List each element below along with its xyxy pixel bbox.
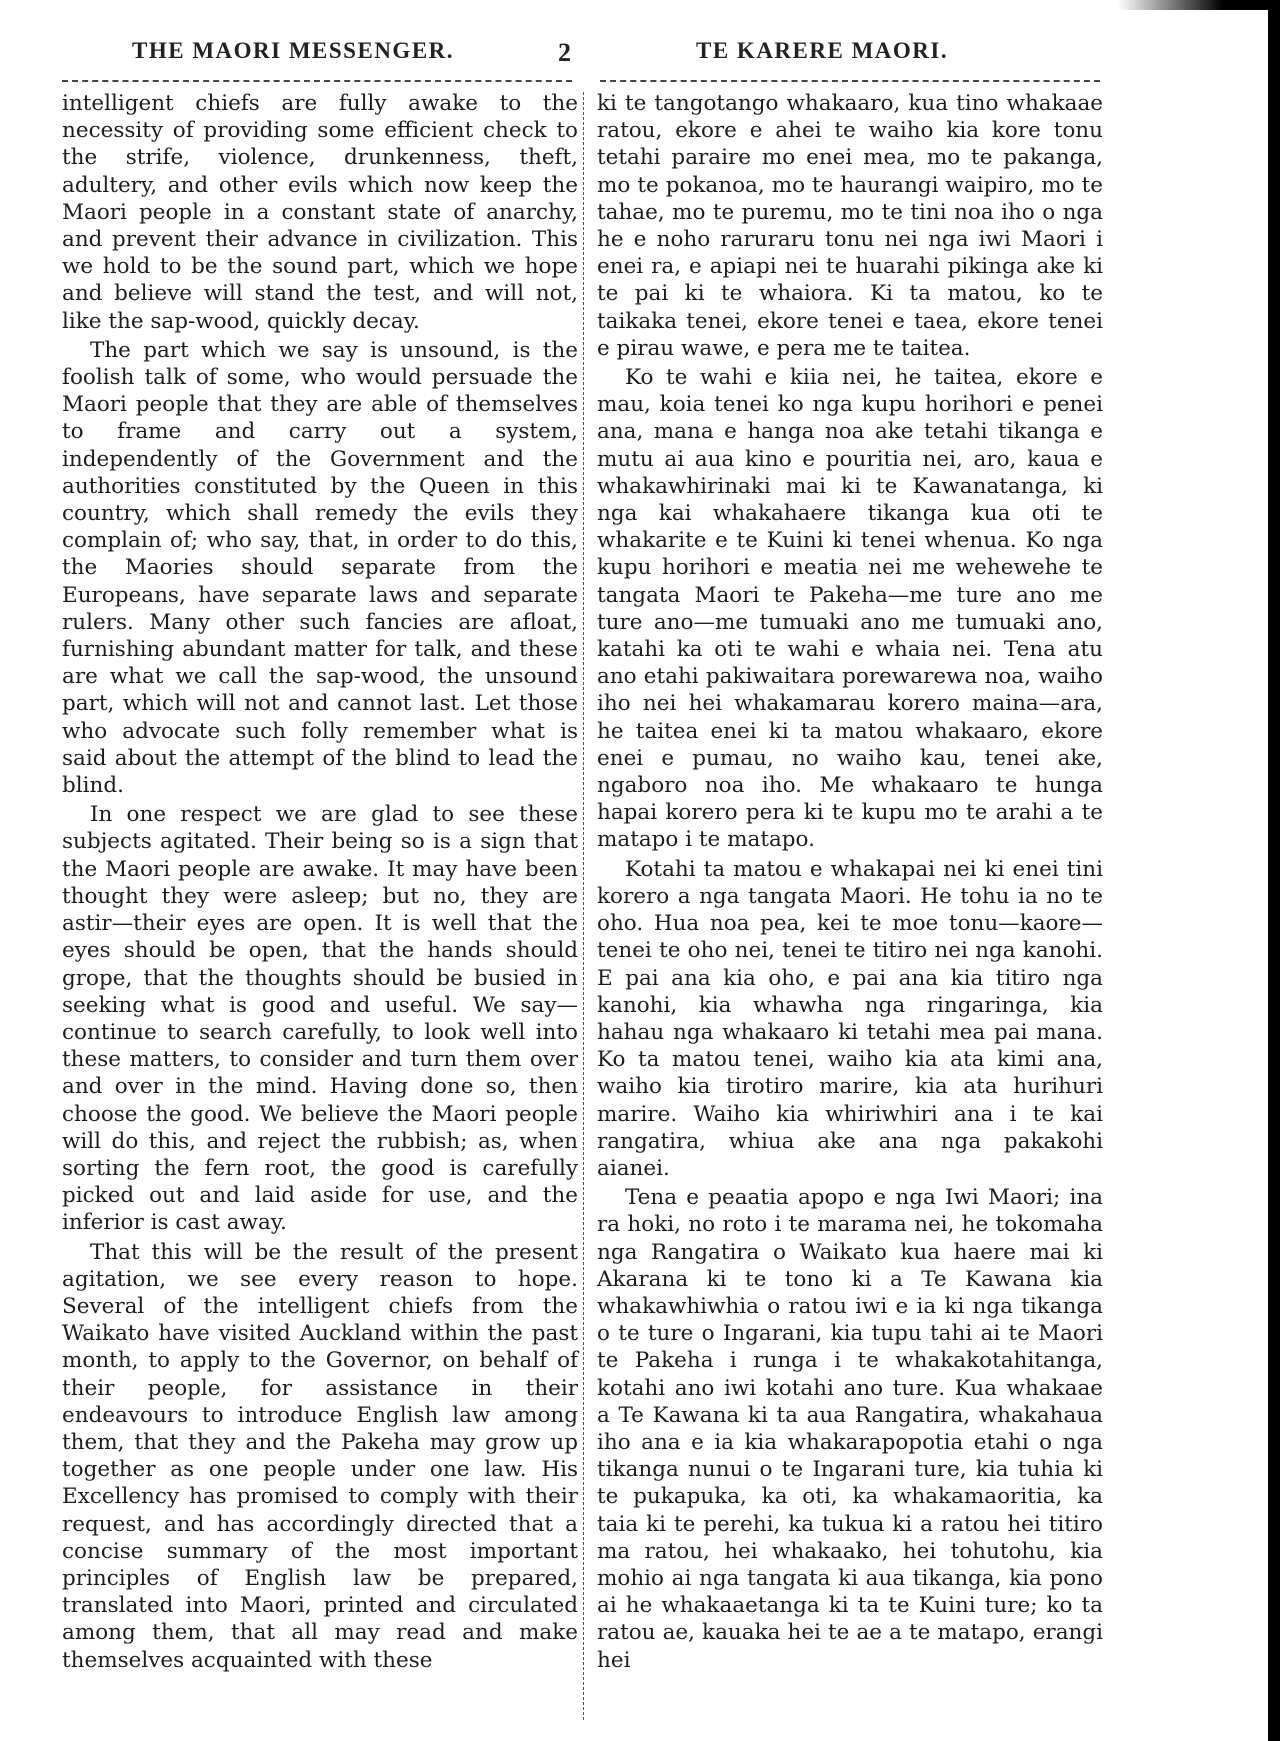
maori-paragraph-4: Tena e peaatia apopo e nga Iwi Maori; ina ra hoki, no roto i te marama nei, he tokomaha nga Rangatira o Waikato kua haere mai ki Akarana ki te tono ki a Te Kawana kia whakawhiwhia o ratou iwi e ia ki nga tikanga o te ture o Ingarani, kia tupu tahi ai te Maori te Pakeha i runga i te whakakotahitanga, kotahi ano iwi kotahi ano ture. Kua whakaae a Te Kawana ki ta aua Rangatira, whakahaua iho ana e ia kia whakarapopotia etahi o nga tikanga nunui o te Ingarani ture, kia tuhia ki te pukapuka, ka oti, ka whakamaoritia, ka taia ki te perehi, ka tukua ki a ratou hei titiro ma ratou, hei whakaako, hei tohutohu, kia mohio ai nga tangata ki aua tikanga, kia pono ai he whakaaetanga ki ta te Kuini ture; ko ta ratou ae, kauaka hei te ae a te matapo, erangi hei [597, 1185, 1103, 1673]
header-rule-right [600, 80, 1100, 82]
maori-column [597, 90, 1103, 1676]
english-paragraph-3: In one respect we are glad to see these subjects agitated. Their being so is a sign that the Maori people are awake. It may have been thought they were asleep; but no, they are astir—their eyes are open. It is well that the eyes should be open, that the hands should grope, that the thoughts should be busied in seeking what is good and useful. We say—continue to search carefully, to look well into these matters, to consider and turn them over and over in the mind. Having done so, then choose the good. We believe the Maori people will do this, and reject the rubbish; as, when sorting the fern root, the good is carefully picked out and laid aside for use, and the inferior is cast away. [62, 802, 578, 1236]
english-paragraph-1: intelligent chiefs are fully awake to the necessity of providing some efficient check to the strife, violence, drunkenness, theft, adultery, and other evils which now keep the Maori people in a constant state of anarchy, and prevent their advance in civilization. This we hold to be the sound part, which we hope and believe will stand the test, and will not, like the sap-wood, quickly decay. [62, 91, 578, 334]
maori-paragraph-2: Ko te wahi e kiia nei, he taitea, ekore e mau, koia tenei ko nga kupu horihori e penei ana, mana e hanga noa ake tetahi tikanga e mutu ai aua kino e pouritia nei, aro, kaua e whakawhirinaki mai ki te Kawanatanga, ki nga kai whakahaere tikanga kua oti te whakarite e te Kuini ki tenei whenua. Ko nga kupu horihori e meatia nei me wehewehe te tangata Maori te Pakeha—me ture ano me ture ano—me tumuaki ano me tumuaki ano, katahi ka oti te wahi e whaia nei. Tena atu ano etahi pakiwaitara porewarewa noa, waiho iho nei hei whakamarau korero maina—ara, he taitea enei ki ta matou whakaaro, ekore enei e pumau, no waiho kau, tenei ake, ngaboro noa iho. Me whakaaro te hunga hapai korero pera ki te kupu mo te arahi a te matapo i te matapo. [597, 365, 1103, 853]
page-number: 2 [558, 38, 573, 67]
maori-paragraph-1: ki te tangotango whakaaro, kua tino whakaae ratou, ekore e ahei te waiho kia kore tonu tetahi paraire mo enei mea, mo te pakanga, mo te pokanoa, mo te haurangi waipiro, mo te tahae, mo te puremu, mo te tini noa iho o nga he e noho raruraru tonu nei nga iwi Maori i enei ra, e apiapi nei te huarahi pikinga ake ki te pai ki te whaiora. Ki ta matou, ko te taikaka tenei, ekore tenei e taea, ekore tenei e pirau wawe, e pera me te taitea. [597, 91, 1103, 361]
english-paragraph-4: That this will be the result of the present agitation, we see every reason to hope. Several of the intelligent chiefs from the Waikato have visited Auckland within the past month, to apply to the Governor, on behalf of their people, for assistance in their endeavours to introduce English law among them, that they and the Pakeha may grow up together as one people under one law. His Excellency has promised to comply with their request, and has accordingly directed that a concise summary of the most important principles of English law be prepared, translated into Maori, printed and circulated among them, that all may read and make themselves acquainted with these [62, 1239, 578, 1673]
scan-edge-border [1268, 0, 1280, 1741]
column-divider [583, 92, 584, 1720]
english-paragraph-2: The part which we say is unsound, is the foolish talk of some, who would persuade the Maori people that they are able of themselves to frame and carry out a system, independently of the Government and the authorities constituted by the Queen in this country, which shall remedy the evils they complain of; who say, that, in order to do this, the Maories should separate from the Europeans, have separate laws and separate rulers. Many other such fancies are afloat, furnishing abundant matter for talk, and these are what we call the sap-wood, the unsound part, which will not and cannot last. Let those who advocate such folly remember what is said about the attempt of the blind to lead the blind. [62, 337, 578, 799]
maori-masthead-title: TE KARERE MAORI. [696, 38, 949, 63]
page-header [60, 38, 1190, 72]
header-rule-left [62, 80, 572, 82]
english-column [62, 90, 578, 1676]
english-masthead-title: THE MAORI MESSENGER. [132, 38, 455, 63]
scan-edge-shadow [1118, 0, 1268, 10]
maori-paragraph-3: Kotahi ta matou e whakapai nei ki enei tini korero a nga tangata Maori. He tohu ia no te oho. Hua noa pea, kei te moe tonu—kaore—tenei te oho nei, tenei te titiro nei nga kanohi. E pai ana kia oho, e pai ana kia titiro nga kanohi, kia whawha nga ringaringa, kia hahau nga whakaaro ki tetahi mea pai mana. Ko ta matou tenei, waiho kia ata kimi ana, waiho kia tirotiro marire, kia ata hurihuri marire. Waiho kia whiriwhiri ana i te kai rangatira, whiua ake ana nga pakakohi aianei. [597, 856, 1103, 1181]
